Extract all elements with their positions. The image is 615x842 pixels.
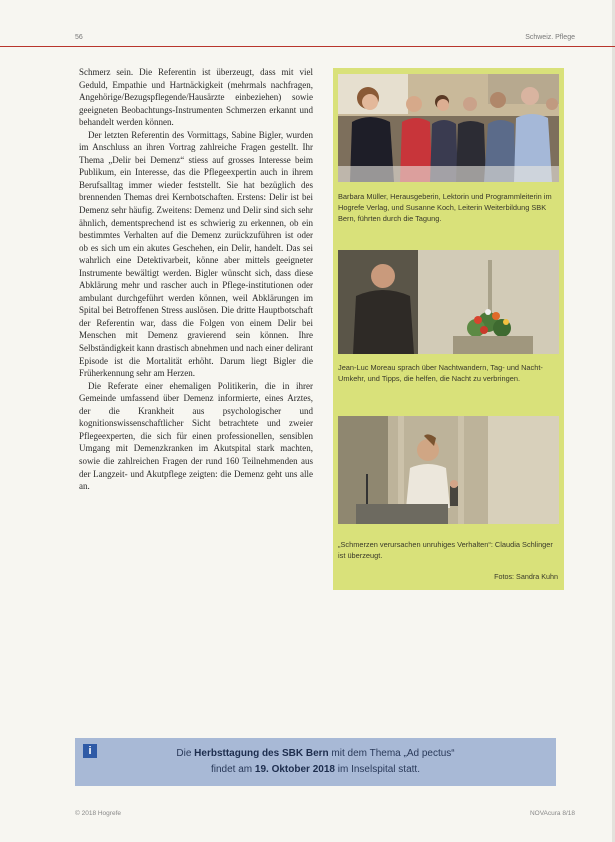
info-line-1 (75, 748, 556, 759)
magazine-title: Schweiz. Pflege (525, 34, 575, 41)
photo-caption-3: „Schmerzen verursachen unruhiges Verhalten“: Claudia Schlinger ist überzeugt. (338, 540, 553, 561)
info-text: findet am (210, 764, 253, 775)
info-line-2 (75, 764, 556, 775)
photo-caption-2: Jean-Luc Moreau sprach über Nachtwandern, Tag- und Nacht-Umkehr, und Tipps, die helfen, die Nacht zu verbringen. (338, 363, 543, 384)
info-event: Herbsttagung des SBK Bern (194, 748, 329, 759)
speaker-photo (338, 250, 559, 354)
article-paragraph: Der letzten Referentin des Vormittags, Sabine Bigler, wurden im Anschluss an ihren Vortrag zahlreiche Fragen gestellt. Ihr Thema „Delir bei Demenz“ stiess auf grosses Interesse beim Publikum, ein Interesse, das die Pflegeexpertin auch in ihrem Berufsalltag immer wieder feststellt. Sie hat bezüglich des brennenden Themas drei Kernbotschaften. Erstens: Delir ist bei Demenz sehr häufig. Zweitens: Demenz und Delir sind sich sehr ähnlich, dementsprechend ist es schwierig zu erkennen, ob ein bestimmtes Verhalten auf die Demenz zurückzuführen ist oder ob es sich um ein akutes Geschehen, ein Delir, handelt. Das sei wahrlich eine Detektivarbeit, könne aber mittels geeigneter Instrumente bewältigt werden. Bigler wünscht sich, dass diese Abklärung mehr und rascher auch in Pflege-institutionen oder ambulant durchgeführt werden können, weil Abklärungen im Spital bei Betroffenen Stress auslösen. Die dritte Hauptbotschaft der Referentin war, dass die Folgen von einem Delir bei Menschen mit Demenz gravierend sein können. Ihre Selbständigkeit kann drastisch abnehmen und nach einer delirant Episode ist die Mortalität erhöht. Darum liegt Bigler die Früherkennung sehr am Herzen. (79, 129, 313, 379)
photo-caption-1: Barbara Müller, Herausgeberin, Lektorin und Programmleiterin im Hogrefe Verlag, und Susanne Koch, Leiterin Weiterbildung SBK Bern, führten durch die Tagung. (338, 192, 552, 224)
audience-photo (338, 74, 559, 182)
article-paragraph: Die Referate einer ehemaligen Politikerin, die in ihrer Gemeinde umfassend über Demenz informierte, eines Arztes, der die Krankheit aus psychologischer und kognitionswissenschaftlicher Sicht betrachtete und zweier Pflegeexperten, die sich für einen professionellen, sensiblen Umgang mit Demenzkranken im Akutspital stark machten, sowie die zahlreichen Fragen der rund 160 Teilnehmenden aus der Langzeit- und Akutpflege zeigten: die Demenz geht uns alle an. (79, 380, 313, 492)
info-icon: i (83, 744, 97, 758)
photo-credit: Fotos: Sandra Kuhn (494, 572, 558, 581)
photo-sidebar (333, 68, 564, 590)
footer-copyright: © 2018 Hogrefe (75, 810, 121, 817)
info-box (75, 738, 556, 786)
header-rule (0, 46, 615, 47)
info-text: mit dem Thema „Ad pectus“ (331, 748, 455, 759)
footer-issue: NOVAcura 8/18 (529, 810, 575, 817)
article-paragraph: Schmerz sein. Die Referentin ist überzeugt, dass mit viel Geduld, Empathie und Hartnäckigkeit (mehrmals nachfragen, Angehörige/Bezugspflegende/Hausärzte einbeziehen) sowie geeigneten Beobachtungs-Instrumenten Schmerzen erkannt und behandelt werden können. (79, 67, 313, 128)
lectern-photo (338, 416, 559, 524)
article-column (79, 66, 313, 493)
info-text: im Inselspital statt. (337, 764, 420, 775)
page-number: 56 (75, 34, 83, 41)
info-text: Die (176, 748, 192, 759)
info-date: 19. Oktober 2018 (254, 764, 335, 775)
